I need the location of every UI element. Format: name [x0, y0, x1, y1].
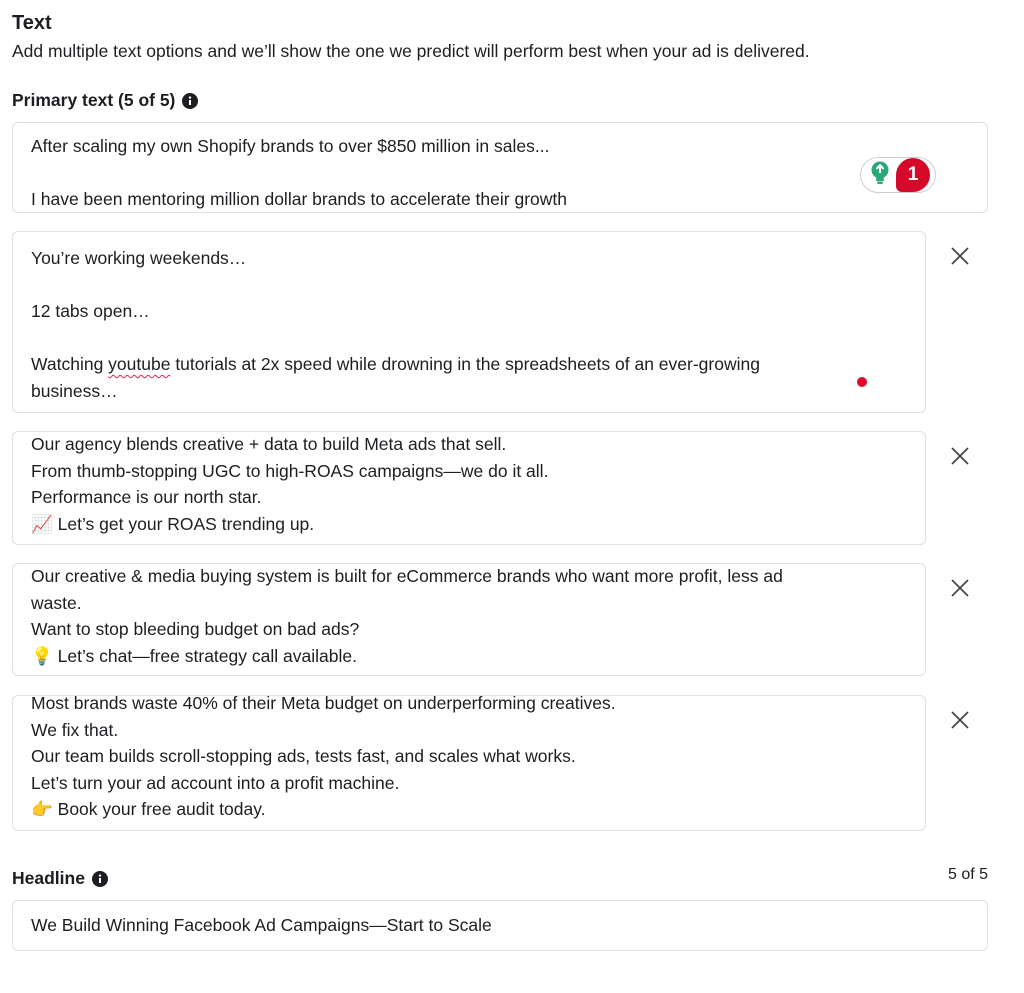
text-line: We fix that.	[31, 719, 119, 740]
text-line: waste.	[31, 592, 82, 613]
text-line: 💡 Let’s chat—free strategy call available.	[31, 645, 357, 666]
text-line	[31, 325, 905, 352]
misspelled-word[interactable]: youtube	[108, 354, 171, 374]
close-icon[interactable]	[948, 576, 972, 600]
primary-text-3-content	[31, 431, 905, 537]
headline-label-row	[12, 868, 108, 889]
text-line: I have been mentoring million dollar brands to accelerate their growth	[31, 189, 567, 209]
primary-text-field-1[interactable]	[12, 122, 988, 213]
suggestion-count: 1	[896, 158, 930, 192]
primary-text-1-content	[31, 133, 967, 213]
primary-text-2-content	[31, 245, 905, 404]
info-icon[interactable]	[182, 93, 198, 109]
text-line: After scaling my own Shopify brands to over $850 million in sales...	[31, 136, 550, 156]
headline-count: 5 of 5	[947, 866, 988, 883]
primary-text-field-5[interactable]	[12, 695, 926, 831]
text-line: Let’s turn your ad account into a profit machine.	[31, 772, 400, 793]
text-line: Our team builds scroll-stopping ads, tests fast, and scales what works.	[31, 746, 576, 766]
text-line	[31, 351, 905, 378]
text-line	[31, 160, 967, 187]
primary-text-field-4[interactable]	[12, 563, 926, 676]
primary-text-4-content	[31, 563, 905, 669]
text-line: Our agency blends creative + data to build Meta ads that sell.	[31, 434, 507, 454]
primary-text-label-row	[12, 90, 198, 111]
text-segment: Watching	[31, 354, 109, 374]
headline-label: Headline	[12, 868, 85, 888]
section-title: Text	[12, 12, 52, 34]
text-segment: tutorials at 2x speed while drowning in the spreadsheets of an ever-growing	[170, 354, 760, 374]
text-line: Most brands waste 40% of their Meta budget on underperforming creatives.	[31, 695, 616, 713]
text-line: 👉 Book your free audit today.	[31, 799, 266, 819]
primary-text-label: Primary text (5 of 5)	[12, 90, 176, 110]
headline-input[interactable]	[12, 900, 988, 951]
text-line: Want to stop bleeding budget on bad ads?	[31, 619, 360, 639]
text-line: business…	[31, 380, 118, 401]
text-line: 📈 Let’s get your ROAS trending up.	[31, 513, 315, 534]
primary-text-5-content	[31, 695, 905, 823]
primary-text-field-3[interactable]	[12, 431, 926, 545]
text-line	[31, 272, 905, 299]
primary-text-field-2[interactable]	[12, 231, 926, 413]
section-description: Add multiple text options and we’ll show the one we predict will perform best when your ad is delivered.	[12, 41, 810, 61]
close-icon[interactable]	[948, 708, 972, 732]
text-line: 12 tabs open…	[31, 301, 150, 321]
text-line: You’re working weekends…	[31, 248, 247, 268]
lightbulb-icon	[870, 161, 890, 190]
text-line: From thumb-stopping UGC to high-ROAS campaigns—we do it all.	[31, 460, 549, 481]
headline-value: We Build Winning Facebook Ad Campaigns—Start to Scale	[31, 915, 492, 935]
close-icon[interactable]	[948, 444, 972, 468]
info-icon[interactable]	[92, 871, 108, 887]
suggestions-badge[interactable]	[860, 157, 936, 193]
text-line: Our creative & media buying system is built for eCommerce brands who want more profit, less ad	[31, 566, 783, 586]
text-line: Performance is our north star.	[31, 487, 262, 507]
close-icon[interactable]	[948, 244, 972, 268]
spellcheck-dot	[857, 377, 867, 387]
